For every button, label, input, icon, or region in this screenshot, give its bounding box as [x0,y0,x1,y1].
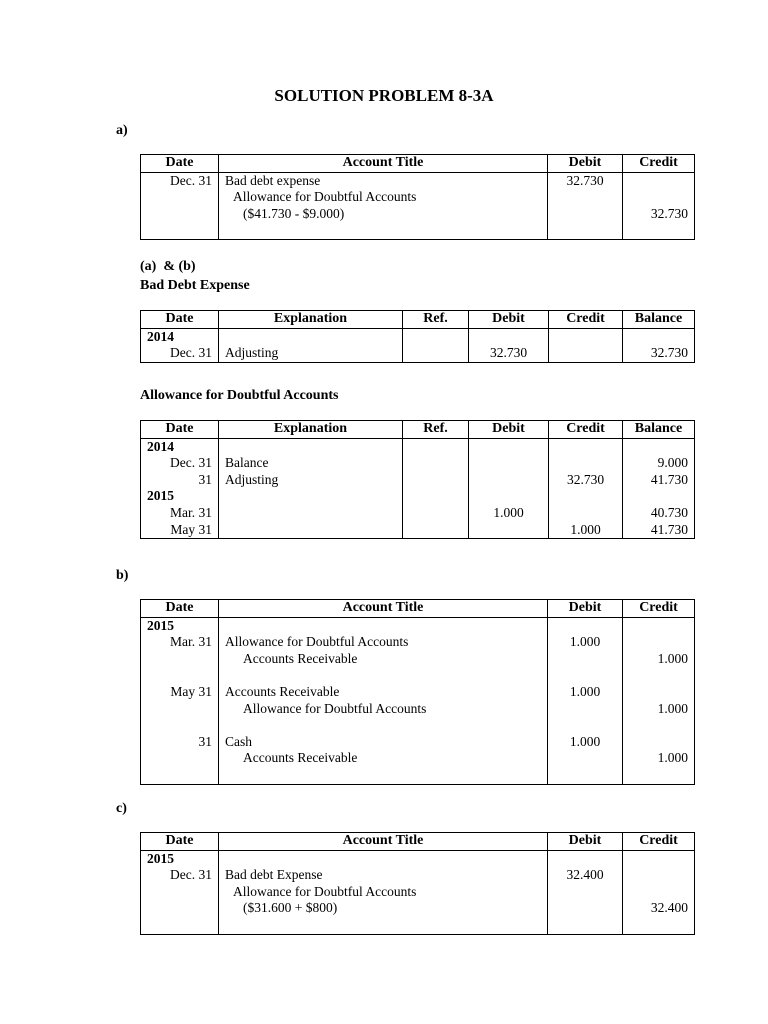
account-cell: Accounts Receivable [219,684,548,701]
explanation-cell: Adjusting [219,345,403,362]
col-debit: Debit [548,155,623,173]
journal-a-table [140,154,695,240]
credit-cell [623,189,695,206]
col-credit: Credit [549,311,623,329]
credit-cell: 1.000 [549,522,623,539]
col-explanation: Explanation [219,421,403,439]
col-ref: Ref. [403,311,469,329]
table-row [141,651,695,668]
debit-cell [548,667,623,684]
debit-cell [548,701,623,718]
journal-b-table [140,599,695,785]
col-date: Date [141,600,219,618]
credit-cell [549,328,623,345]
col-credit: Credit [549,421,623,439]
debit-cell [469,438,549,455]
debit-cell [548,767,623,784]
credit-cell [623,717,695,734]
credit-cell [549,488,623,505]
table-row [141,767,695,784]
date-cell [141,750,219,767]
account-cell: Allowance for Doubtful Accounts [219,884,548,901]
credit-cell [623,684,695,701]
balance-cell: 9.000 [623,455,695,472]
credit-cell: 32.400 [623,900,695,917]
debit-cell [548,189,623,206]
debit-cell [548,850,623,867]
balance-cell: 40.730 [623,505,695,522]
explanation-cell: Adjusting [219,472,403,489]
table-row [141,884,695,901]
allowance-heading: Allowance for Doubtful Accounts [140,388,339,403]
date-cell [141,651,219,668]
col-balance: Balance [623,421,695,439]
balance-cell [623,488,695,505]
date-cell: May 31 [141,522,219,539]
debit-cell: 1.000 [548,734,623,751]
credit-cell [623,634,695,651]
debit-cell [548,884,623,901]
date-cell [141,767,219,784]
col-account-title: Account Title [219,600,548,618]
year-cell: 2015 [141,850,219,867]
date-cell [141,222,219,239]
table-row [141,328,695,345]
ledger-allowance-table [140,420,695,539]
debit-cell: 32.730 [548,172,623,189]
account-cell: Bad debt expense [219,172,548,189]
credit-cell [549,455,623,472]
ref-cell [403,488,469,505]
account-cell: Allowance for Doubtful Accounts [219,634,548,651]
account-cell: Allowance for Doubtful Accounts [219,189,548,206]
table-row [141,717,695,734]
table-row [141,750,695,767]
section-b-label: b) [116,568,129,583]
col-account-title: Account Title [219,155,548,173]
balance-cell [623,438,695,455]
table-row [141,505,695,522]
ref-cell [403,505,469,522]
explanation-cell [219,488,403,505]
date-cell [141,884,219,901]
credit-cell [623,917,695,934]
year-cell: 2015 [141,488,219,505]
credit-cell: 1.000 [623,701,695,718]
header-row [141,600,695,618]
credit-cell [623,734,695,751]
credit-cell [623,767,695,784]
ref-cell [403,438,469,455]
col-debit: Debit [548,833,623,851]
credit-cell [549,345,623,362]
table-row [141,917,695,934]
table-row [141,634,695,651]
credit-cell: 32.730 [623,206,695,223]
balance-cell: 41.730 [623,522,695,539]
table-row [141,189,695,206]
header-row [141,155,695,173]
section-c-label: c) [116,801,127,816]
table-row [141,522,695,539]
account-cell [219,717,548,734]
debit-cell [548,717,623,734]
debit-cell: 32.730 [469,345,549,362]
table-row [141,617,695,634]
date-cell: Dec. 31 [141,867,219,884]
col-date: Date [141,421,219,439]
debit-cell [469,455,549,472]
col-debit: Debit [469,421,549,439]
account-cell: Allowance for Doubtful Accounts [219,701,548,718]
table-row [141,667,695,684]
credit-cell: 32.730 [549,472,623,489]
date-cell [141,701,219,718]
journal-c-table [140,832,695,935]
debit-cell: 32.400 [548,867,623,884]
debit-cell: 1.000 [548,684,623,701]
header-row [141,421,695,439]
account-cell: Accounts Receivable [219,651,548,668]
date-cell: Mar. 31 [141,634,219,651]
debit-cell [548,917,623,934]
col-debit: Debit [548,600,623,618]
date-cell [141,717,219,734]
year-cell: 2014 [141,438,219,455]
explanation-cell [219,328,403,345]
account-cell [219,222,548,239]
debit-cell [548,651,623,668]
ref-cell [403,522,469,539]
account-cell [219,667,548,684]
header-row [141,311,695,329]
year-cell: 2014 [141,328,219,345]
col-ref: Ref. [403,421,469,439]
date-cell [141,206,219,223]
date-cell [141,667,219,684]
credit-cell [549,438,623,455]
bad-debt-heading: Bad Debt Expense [140,278,250,293]
account-cell [219,617,548,634]
table-row [141,472,695,489]
account-cell [219,850,548,867]
debit-cell [548,750,623,767]
debit-cell [548,900,623,917]
col-credit: Credit [623,833,695,851]
credit-cell [623,867,695,884]
table-row [141,684,695,701]
ledger-bad-debt-table [140,310,695,363]
debit-cell [548,617,623,634]
account-cell: Bad debt Expense [219,867,548,884]
credit-cell [623,172,695,189]
date-cell [141,917,219,934]
credit-cell [623,222,695,239]
table-row [141,701,695,718]
table-row [141,206,695,223]
debit-cell: 1.000 [469,505,549,522]
section-ab-label: (a) & (b) [140,259,196,274]
col-debit: Debit [469,311,549,329]
table-row [141,222,695,239]
date-cell: May 31 [141,684,219,701]
account-cell: ($41.730 - $9.000) [219,206,548,223]
debit-cell: 1.000 [548,634,623,651]
date-cell [141,900,219,917]
explanation-cell: Balance [219,455,403,472]
table-row [141,900,695,917]
account-cell: ($31.600 + $800) [219,900,548,917]
credit-cell [623,884,695,901]
table-row [141,850,695,867]
col-account-title: Account Title [219,833,548,851]
section-a-label: a) [116,123,128,138]
debit-cell [548,206,623,223]
credit-cell [549,505,623,522]
balance-cell [623,328,695,345]
date-cell: Dec. 31 [141,172,219,189]
table-row [141,172,695,189]
col-explanation: Explanation [219,311,403,329]
account-cell: Accounts Receivable [219,750,548,767]
balance-cell: 41.730 [623,472,695,489]
credit-cell: 1.000 [623,750,695,767]
ref-cell [403,328,469,345]
date-cell: Dec. 31 [141,455,219,472]
debit-cell [548,222,623,239]
debit-cell [469,472,549,489]
balance-cell: 32.730 [623,345,695,362]
col-date: Date [141,311,219,329]
account-cell: Cash [219,734,548,751]
header-row [141,833,695,851]
ref-cell [403,472,469,489]
account-cell [219,767,548,784]
table-row [141,488,695,505]
year-cell: 2015 [141,617,219,634]
date-cell: 31 [141,734,219,751]
debit-cell [469,328,549,345]
page-title: SOLUTION PROBLEM 8-3A [274,86,494,105]
ref-cell [403,455,469,472]
col-balance: Balance [623,311,695,329]
credit-cell [623,617,695,634]
date-cell: Dec. 31 [141,345,219,362]
col-credit: Credit [623,600,695,618]
col-credit: Credit [623,155,695,173]
account-cell [219,917,548,934]
table-row [141,455,695,472]
explanation-cell [219,505,403,522]
debit-cell [469,522,549,539]
explanation-cell [219,438,403,455]
ref-cell [403,345,469,362]
table-row [141,345,695,362]
debit-cell [469,488,549,505]
date-cell: 31 [141,472,219,489]
credit-cell: 1.000 [623,651,695,668]
col-date: Date [141,155,219,173]
credit-cell [623,850,695,867]
col-date: Date [141,833,219,851]
credit-cell [623,667,695,684]
table-row [141,867,695,884]
table-row [141,734,695,751]
explanation-cell [219,522,403,539]
date-cell [141,189,219,206]
table-row [141,438,695,455]
date-cell: Mar. 31 [141,505,219,522]
